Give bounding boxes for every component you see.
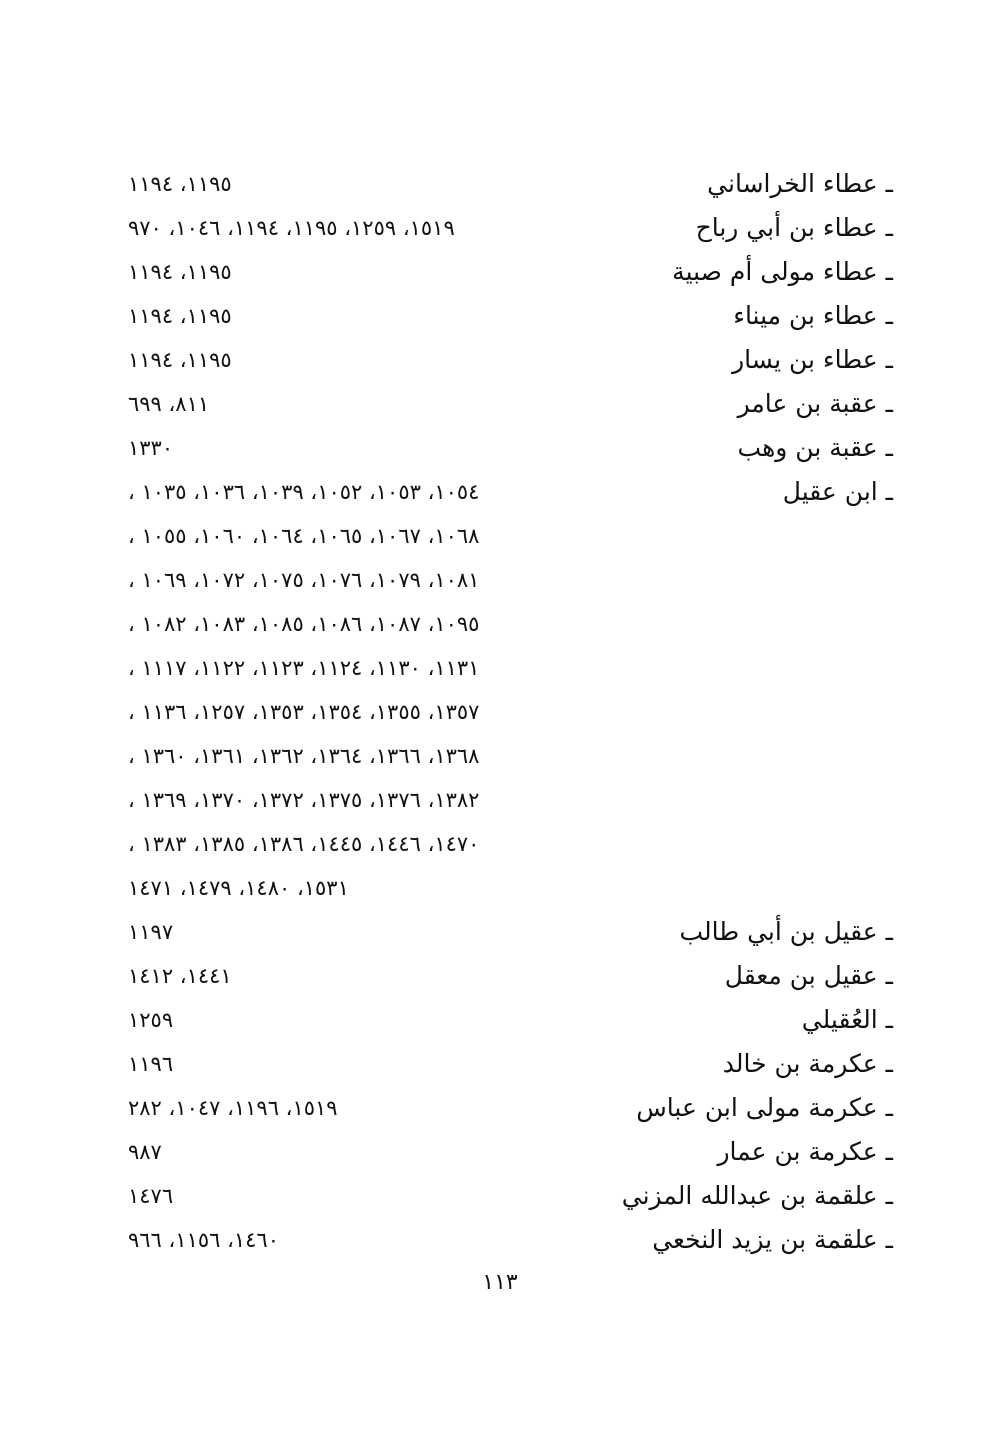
index-entry — [0, 1046, 1000, 1090]
index-entry — [0, 430, 1000, 474]
index-entry — [0, 782, 1000, 826]
entry-references: ١١٩٥، ١١٩٤ — [128, 260, 232, 284]
entry-name: ـ عقيل بن أبي طالب — [679, 917, 893, 946]
index-entry — [0, 1178, 1000, 1222]
entry-name: ـ عقيل بن معقل — [724, 961, 893, 990]
index-entry — [0, 738, 1000, 782]
index-entry — [0, 386, 1000, 430]
entry-name: ـ عكرمة مولى ابن عباس — [636, 1093, 893, 1122]
index-entry — [0, 562, 1000, 606]
index-entry — [0, 1002, 1000, 1046]
index-entry — [0, 518, 1000, 562]
index-entry — [0, 166, 1000, 210]
entry-references: ، ١٠٦٨، ١٠٦٧، ١٠٦٥، ١٠٦٤، ١٠٦٠، ١٠٥٥ — [128, 524, 480, 548]
index-entry — [0, 474, 1000, 518]
entry-references: ١١٩٧ — [128, 920, 174, 944]
entry-name: ـ عطاء مولى أم صبية — [672, 257, 893, 286]
entry-name: ـ عطاء بن أبي رباح — [695, 213, 893, 242]
entry-name: ـ عطاء بن يسار — [732, 345, 893, 374]
entry-references: ١١٩٥، ١١٩٤ — [128, 304, 232, 328]
entry-references: ١١٩٥، ١١٩٤ — [128, 348, 232, 372]
entry-name: ـ عكرمة بن عمار — [717, 1137, 893, 1166]
entry-references: ١٤٦٠، ١١٥٦، ٩٦٦ — [128, 1228, 279, 1252]
entry-name: ـ عقبة بن عامر — [737, 389, 893, 418]
entry-references: ١٤٤١، ١٤١٢ — [128, 964, 232, 988]
entry-name: ـ عقبة بن وهب — [737, 433, 893, 462]
entry-references: ، ١٠٩٥، ١٠٨٧، ١٠٨٦، ١٠٨٥، ١٠٨٣، ١٠٨٢ — [128, 612, 480, 636]
index-entry — [0, 870, 1000, 914]
entry-name: ـ عطاء بن ميناء — [733, 301, 893, 330]
index-entry — [0, 210, 1000, 254]
entry-references: ، ١٣٦٨، ١٣٦٦، ١٣٦٤، ١٣٦٢، ١٣٦١، ١٣٦٠ — [128, 744, 480, 768]
entry-references: ، ١١٣١، ١١٣٠، ١١٢٤، ١١٢٣، ١١٢٢، ١١١٧ — [128, 656, 480, 680]
entry-name: ـ علقمة بن عبدالله المزني — [621, 1181, 893, 1210]
index-entry — [0, 694, 1000, 738]
index-entry — [0, 1090, 1000, 1134]
entry-references: ، ١٠٥٤، ١٠٥٣، ١٠٥٢، ١٠٣٩، ١٠٣٦، ١٠٣٥ — [128, 480, 480, 504]
entry-name: ـ عطاء الخراساني — [707, 169, 893, 198]
entry-references: ١٣٣٠ — [128, 436, 174, 460]
index-entry — [0, 958, 1000, 1002]
entry-name: ـ عكرمة بن خالد — [722, 1049, 893, 1078]
entry-name: ـ ابن عقيل — [782, 477, 893, 506]
entry-references: ١٤٧٦ — [128, 1184, 174, 1208]
index-entry — [0, 826, 1000, 870]
entry-references: ، ١٣٥٧، ١٣٥٥، ١٣٥٤، ١٣٥٣، ١٢٥٧، ١١٣٦ — [128, 700, 480, 724]
entry-references: ، ١٠٨١، ١٠٧٩، ١٠٧٦، ١٠٧٥، ١٠٧٢، ١٠٦٩ — [128, 568, 480, 592]
entry-references: ١٢٥٩ — [128, 1008, 174, 1032]
page-number: ١١٣ — [482, 1270, 518, 1295]
entry-references: ١٥٣١، ١٤٨٠، ١٤٧٩، ١٤٧١ — [128, 876, 349, 900]
entry-references: ١١٩٦ — [128, 1052, 174, 1076]
entry-references: ، ١٣٨٢، ١٣٧٦، ١٣٧٥، ١٣٧٢، ١٣٧٠، ١٣٦٩ — [128, 788, 480, 812]
index-entry — [0, 1134, 1000, 1178]
index-entry — [0, 342, 1000, 386]
entry-references: ١١٩٥، ١١٩٤ — [128, 172, 232, 196]
index-entry — [0, 254, 1000, 298]
entry-references: ٨١١، ٦٩٩ — [128, 392, 210, 416]
entry-references: ٩٨٧ — [128, 1140, 162, 1164]
entry-references: ١٥١٩، ١١٩٦، ١٠٤٧، ٢٨٢ — [128, 1096, 338, 1120]
entry-name: ـ علقمة بن يزيد النخعي — [652, 1225, 893, 1254]
entry-references: ، ١٤٧٠، ١٤٤٦، ١٤٤٥، ١٣٨٦، ١٣٨٥، ١٣٨٣ — [128, 832, 480, 856]
entry-references: ١٥١٩، ١٢٥٩، ١١٩٥، ١١٩٤، ١٠٤٦، ٩٧٠ — [128, 216, 455, 240]
index-entry — [0, 914, 1000, 958]
entry-name: ـ العُقيلي — [801, 1005, 893, 1034]
index-entry — [0, 606, 1000, 650]
index-entry — [0, 650, 1000, 694]
index-entry — [0, 1222, 1000, 1266]
index-entry — [0, 298, 1000, 342]
